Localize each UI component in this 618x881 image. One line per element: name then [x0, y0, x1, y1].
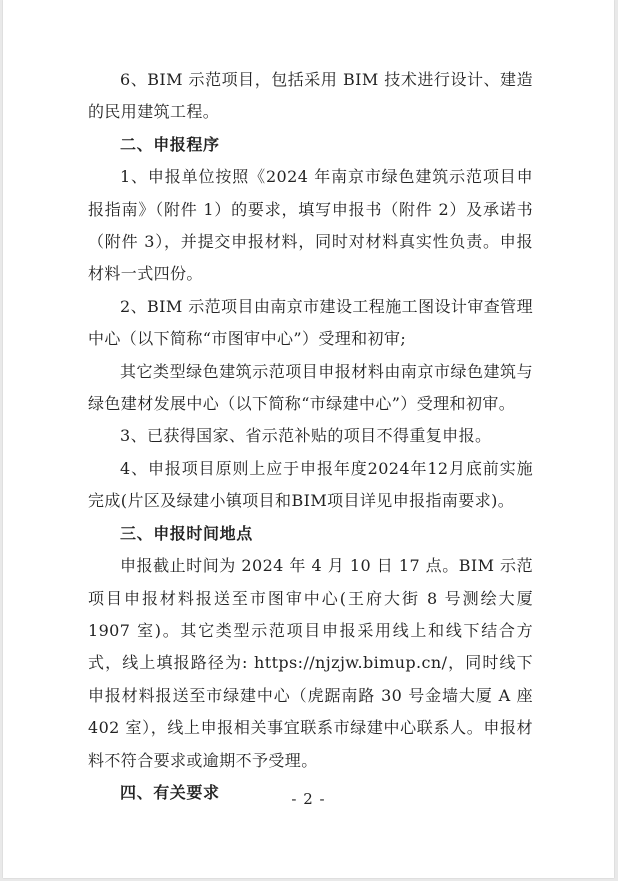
paragraph-bim-project-type: 6、BIM 示范项目，包括采用 BIM 技术进行设计、建造的民用建筑工程。 [88, 70, 533, 122]
paragraph-deadline-location: 申报截止时间为 2024 年 4 月 10 日 17 点。BIM 示范项目申报材料报送至市图审中心(王府大街 8 号测绘大厦 1907 室)。其它类型示范项目申报采用线上和线下结合方式，线上填报路径为: https://njzjw.bimup.cn/，同时线下申报材料报送至市绿建中心（虎踞南路 30 号金墙大厦 A 座 402 室），线上申报相关事宜联系市绿建中心联系人。申报材料不符合要求或逾期不予受理。 [88, 556, 533, 770]
paragraph-procedure-1: 1、申报单位按照《2024 年南京市绿色建筑示范项目申报指南》（附件 1）的要求，填写申报书（附件 2）及承诺书（附件 3），并提交申报材料，同时对材料真实性负责。申报材料一式四份。 [88, 167, 533, 284]
document-body [88, 64, 533, 809]
section-heading-requirements: 四、有关要求 [120, 782, 220, 802]
section-heading-time-place: 三、申报时间地点 [120, 523, 253, 543]
page-number: - 2 - [291, 790, 326, 808]
document-page [3, 0, 614, 878]
paragraph-procedure-3: 3、已获得国家、省示范补贴的项目不得重复申报。 [120, 426, 492, 446]
paragraph-procedure-4: 4、申报项目原则上应于申报年度2024年12月底前实施完成(片区及绿建小镇项目和BIM项目详见申报指南要求)。 [88, 458, 533, 511]
section-heading-procedure: 二、申报程序 [120, 134, 220, 154]
paragraph-procedure-2-other: 其它类型绿色建筑示范项目申报材料由南京市绿色建筑与绿色建材发展中心（以下简称“市绿建中心”）受理和初审。 [88, 361, 533, 414]
paragraph-procedure-2: 2、BIM 示范项目由南京市建设工程施工图设计审查管理中心（以下简称“市图审中心”）受理和初审; [88, 296, 533, 349]
